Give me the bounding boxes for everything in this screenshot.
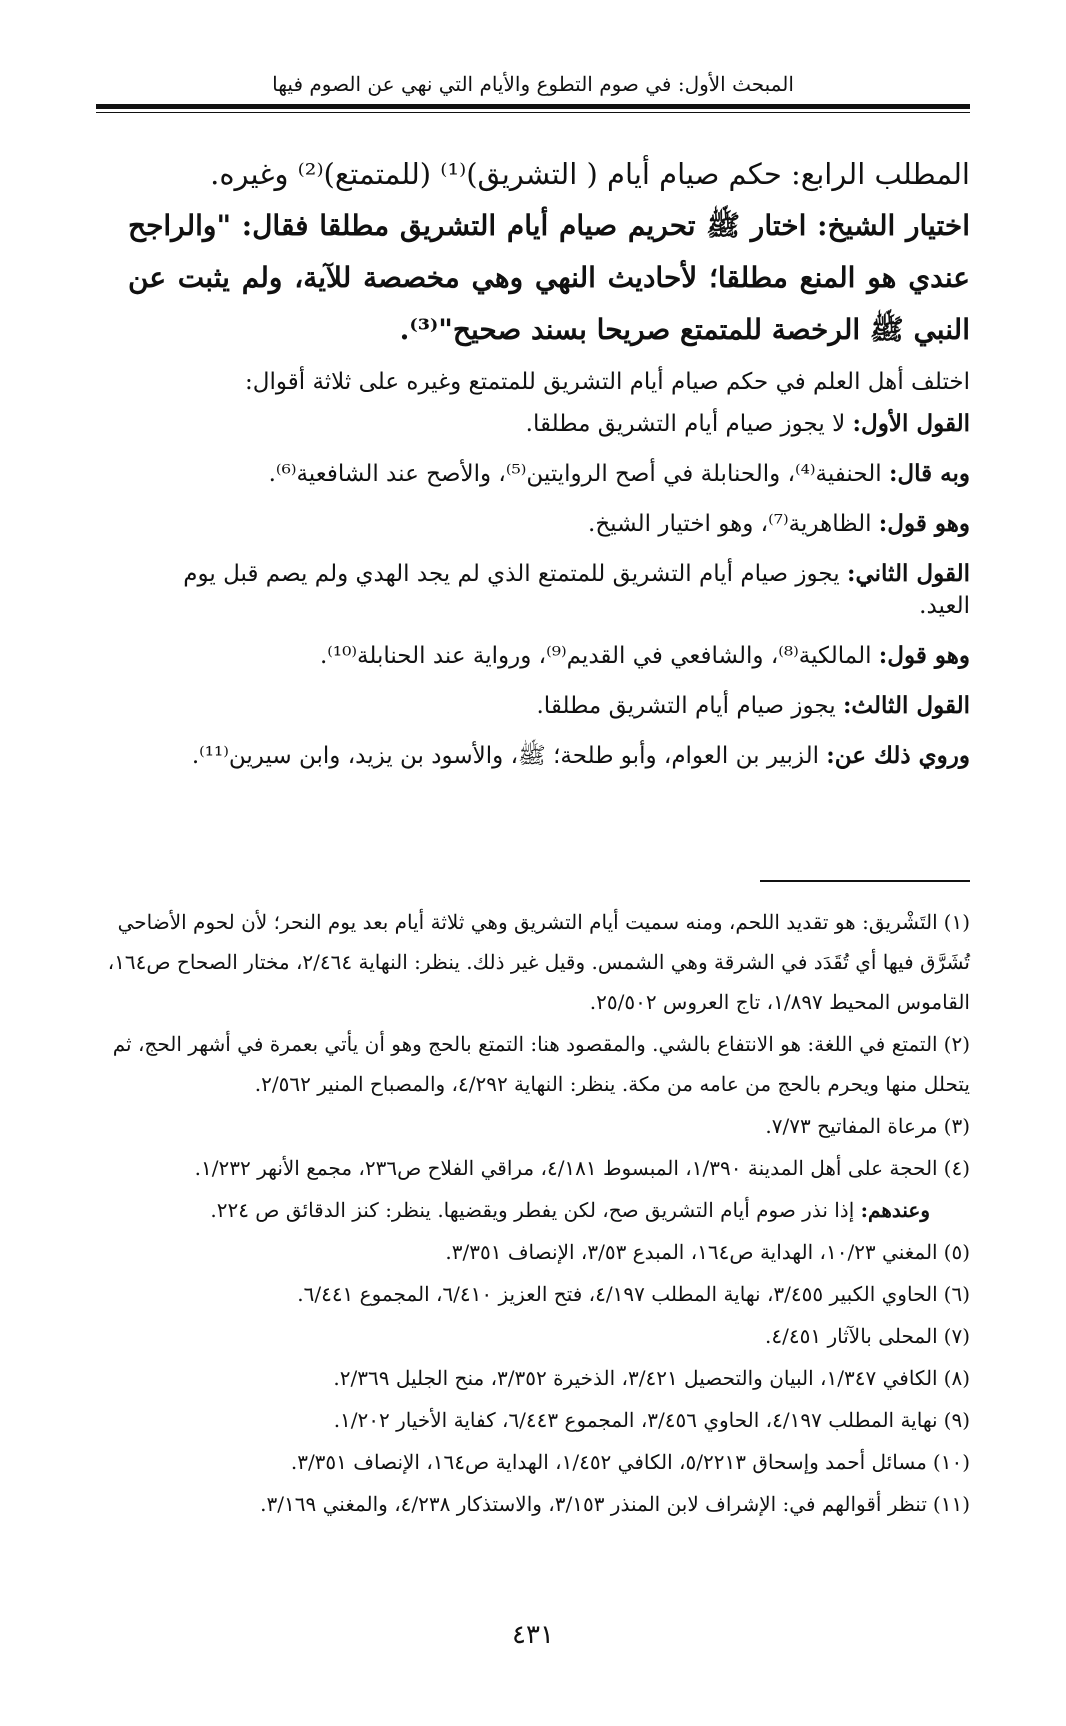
footnote-note [100,1190,970,1230]
opinion-line [128,408,970,440]
opinion-label: القول الثاني: [846,560,970,587]
footnote-number: (٩) [943,1408,970,1432]
opinion-text: الزبير بن العوام، وأبو طلحة؛ ﷺ، والأسود بن يزيد، وابن سيرين⁽¹¹⁾. [191,743,827,769]
footnote-text: المغني ١٠/٢٣، الهداية ص١٦٤، المبدع ٣/٥٣، الإنصاف ٣/٣٥١. [445,1240,938,1264]
opinion-label: وبه قال: [888,460,970,487]
footnote-number: (١٠) [932,1450,970,1474]
page-number: ٤٣١ [512,1620,554,1650]
opinion-label: القول الثالث: [842,692,970,719]
footnote-text: مرعاة المفاتيح ٧/٧٣. [765,1114,938,1138]
footnote [100,1358,970,1398]
footnote-number: (٦) [943,1282,970,1306]
footnote-text: نهاية المطلب ٤/١٩٧، الحاوي ٣/٤٥٦، المجموع ٦/٤٤٣، كفاية الأخيار ١/٢٠٢. [333,1408,938,1432]
footnote [100,1442,970,1482]
header-rule-thick [96,104,970,109]
footnote [100,1024,970,1104]
footnote-text: التَشْريق: هو تقديد اللحم، ومنه سميت أيام التشريق وهي ثلاثة أيام بعد يوم النحر؛ لأن لحوم الأضاحي تُشَرَّق فيها أي تُقَدَد في الشرقة وهي الشمس. وقيل غير ذلك. ينظر: النهاية ٢/٤٦٤، مختار الصحاح ص١٦٤، القاموس المحيط ١/٨٩٧، تاج العروس ٢٥/٥٠٢. [107,910,970,1014]
footnote-number: (٤) [943,1156,970,1180]
footnote-number: (٣) [943,1114,970,1138]
opinion-label: وروي ذلك عن: [826,742,970,769]
footnote-number: (١) [943,910,970,934]
footnote-number: (٢) [943,1032,970,1056]
footnote-number: (٥) [943,1240,970,1264]
opinion-line [128,740,970,772]
opinion-line [128,508,970,540]
footnote [100,902,970,1022]
section-title: المطلب الرابع: حكم صيام أيام ( التشريق)⁽¹⁾ (للمتمتع)⁽²⁾ وغيره. [210,157,970,191]
opinion-text: المالكية⁽⁸⁾، والشافعي في القديم⁽⁹⁾، ورواية عند الحنابلة⁽¹⁰⁾. [319,643,879,669]
sheikh-choice [128,200,970,356]
footnote-text: الكافي ١/٣٤٧، البيان والتحصيل ٣/٤٢١، الذخيرة ٣/٣٥٢، منح الجليل ٢/٣٦٩. [333,1366,938,1390]
intro-paragraph: اختلف أهل العلم في حكم صيام أيام التشريق للمتمتع وغيره على ثلاثة أقوال: [245,369,970,395]
opinion-line [128,690,970,722]
main-text [128,152,970,790]
footnotes [100,902,970,1526]
running-header: المبحث الأول: في صوم التطوع والأيام التي نهي عن الصوم فيها [272,72,794,96]
footnote [100,1274,970,1314]
footnote-text: التمتع في اللغة: هو الانتفاع بالشي. والمقصود هنا: التمتع بالحج وهو أن يأتي بعمرة في أشهر الحج، ثم يتحلل منها ويحرم بالحج من عامه من مكة. ينظر: النهاية ٤/٢٩٢، والمصباح المنير ٢/٥٦٢. [112,1032,970,1096]
opinion-label: القول الأول: [852,410,970,437]
footnote-number: (٧) [943,1324,970,1348]
opinion-text: الحنفية⁽⁴⁾، والحنابلة في أصح الروايتين⁽⁵⁾، والأصح عند الشافعية⁽⁶⁾. [268,461,889,487]
opinion-text: يجوز صيام أيام التشريق للمتمتع الذي لم يجد الهدي ولم يصم قبل يوم العيد. [183,561,970,619]
opinion-list [128,408,970,772]
header-rule-thin [96,112,970,113]
footnote [100,1232,970,1272]
footnote [100,1484,970,1524]
footnote-text: المحلى بالآثار ٤/٤٥١. [765,1324,938,1348]
footnote-text: الحاوي الكبير ٣/٤٥٥، نهاية المطلب ٤/١٩٧، فتح العزيز ٦/٤١٠، المجموع ٦/٤٤١. [297,1282,938,1306]
footnote-number: (٨) [943,1366,970,1390]
footnote [100,1148,970,1188]
footnote-text: تنظر أقوالهم في: الإشراف لابن المنذر ٣/١٥٣، والاستذكار ٤/٢٣٨، والمغني ٣/١٦٩. [260,1492,927,1516]
footnote-text: الحجة على أهل المدينة ١/٣٩٠، المبسوط ٤/١٨١، مراقي الفلاح ص٢٣٦، مجمع الأنهر ١/٢٣٢. [194,1156,938,1180]
opinion-label: وهو قول: [878,510,970,537]
opinion-text: يجوز صيام أيام التشريق مطلقا. [536,693,843,719]
footnote-number: (١١) [932,1492,970,1516]
sheikh-choice-text: اختار ﷺ تحريم صيام أيام التشريق مطلقا فقال: "والراجح عندي هو المنع مطلقا؛ لأحاديث النهي وهي مخصصة للآية، ولم يثبت عن النبي ﷺ الرخصة للمتمتع صريحا بسند صحيح"⁽³⁾. [128,209,970,346]
footnote [100,1106,970,1146]
opinion-label: وهو قول: [878,642,970,669]
sheikh-choice-label: اختيار الشيخ: [817,209,971,242]
footnote-note-label: وعندهم: [860,1198,930,1222]
footnote [100,1400,970,1440]
opinion-line [128,458,970,490]
opinion-line [128,558,970,622]
footnote-separator [760,880,970,882]
opinion-text: لا يجوز صيام أيام التشريق مطلقا. [525,411,853,437]
footnote-note-text: إذا نذر صوم أيام التشريق صح، لكن يفطر ويقضيها. ينظر: كنز الدقائق ص ٢٢٤. [210,1198,861,1222]
footnote-text: مسائل أحمد وإسحاق ٥/٢٢١٣، الكافي ١/٤٥٢، الهداية ص١٦٤، الإنصاف ٣/٣٥١. [290,1450,927,1474]
footnote [100,1316,970,1356]
opinion-text: الظاهرية⁽⁷⁾، وهو اختيار الشيخ. [588,511,879,537]
opinion-line [128,640,970,672]
